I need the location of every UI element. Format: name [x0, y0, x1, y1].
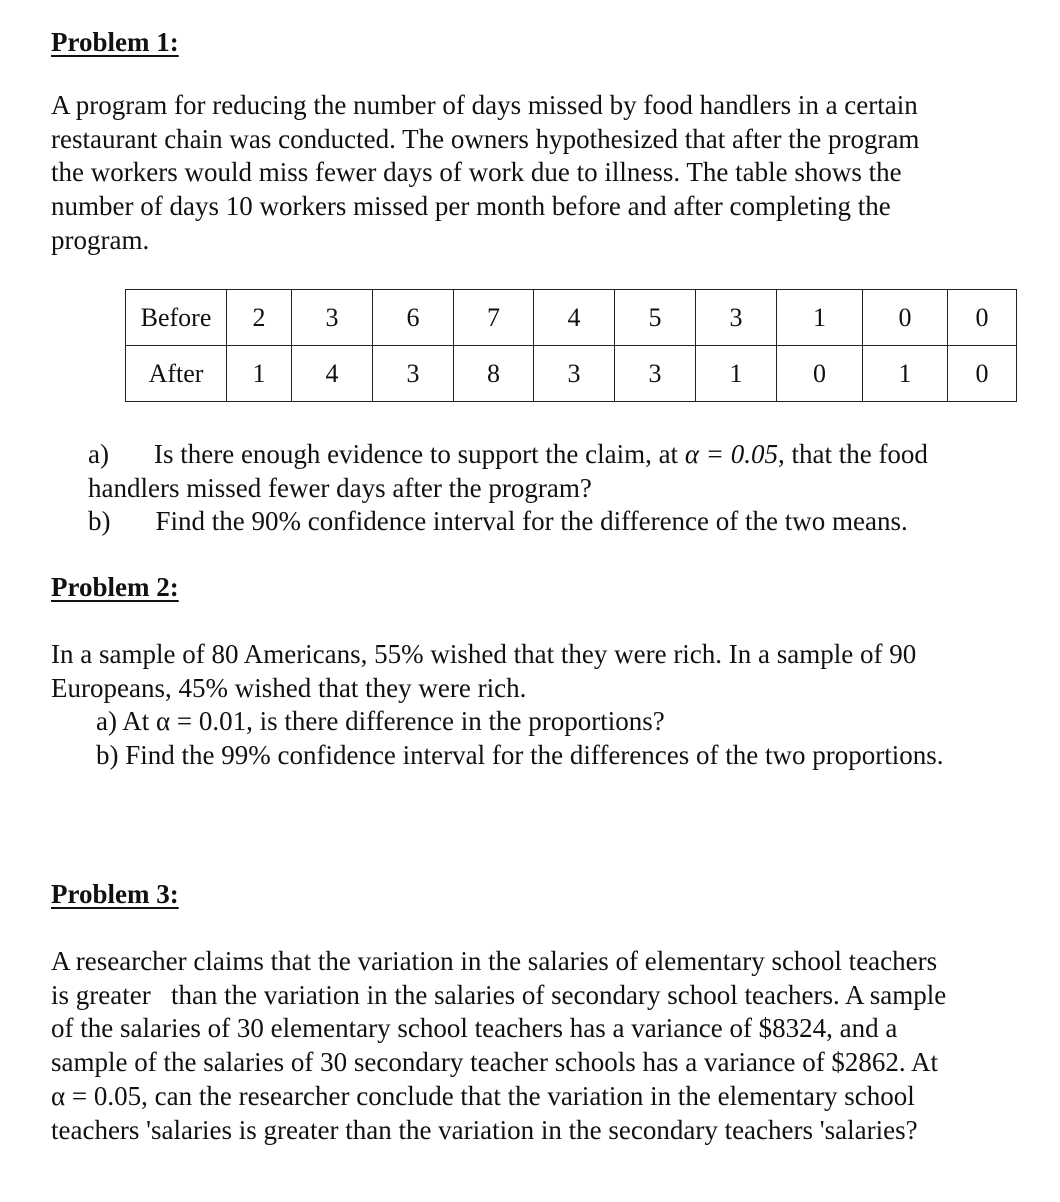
table-cell: 1: [777, 290, 863, 346]
table-cell: 7: [454, 290, 534, 346]
paragraph-line: restaurant chain was conducted. The owners hypothesized that after the program: [51, 123, 920, 154]
problem-2-item-b: b) Find the 99% confidence interval for the differences of the two proportions.: [96, 740, 944, 770]
paragraph-line: the workers would miss fewer days of work due to illness. The table shows the: [51, 157, 902, 188]
problem-2-paragraph: [51, 638, 1011, 705]
problem-2-item-a: a) At α = 0.01, is there difference in the proportions?: [96, 706, 665, 736]
table-cell: 4: [292, 346, 373, 402]
paragraph-line: teachers 'salaries is greater than the variation in the secondary teachers 'salaries?: [51, 1114, 918, 1145]
table-cell: 6: [373, 290, 454, 346]
table-cell: 1: [227, 346, 292, 402]
table-cell: 3: [373, 346, 454, 402]
paragraph-line: number of days 10 workers missed per month before and after completing the: [51, 191, 891, 222]
problem-2-heading: Problem 2:: [51, 572, 179, 602]
table-cell: 1: [863, 346, 948, 402]
part-a-text-end: , that the food: [777, 439, 928, 469]
part-a-question: [88, 438, 928, 472]
part-a-text: Is there enough evidence to support the claim, at: [153, 439, 685, 469]
table-cell: 0: [863, 290, 948, 346]
paragraph-line: Europeans, 45% wished that they were rich.: [51, 672, 527, 703]
table-cell: 3: [292, 290, 373, 346]
paragraph-line: is greater than the variation in the salaries of secondary school teachers. A sample: [51, 979, 947, 1010]
table-cell: 0: [777, 346, 863, 402]
table-cell: 3: [696, 290, 777, 346]
part-a-marker: a): [88, 439, 109, 469]
table-cell: 3: [534, 346, 615, 402]
table-row-before: [126, 290, 1017, 346]
paragraph-line: program.: [51, 224, 150, 255]
days-missed-table: [125, 289, 1017, 402]
paragraph-line: In a sample of 80 Americans, 55% wished that they were rich. In a sample of 90: [51, 639, 917, 669]
table-cell: 0: [948, 290, 1017, 346]
problem-3-heading: Problem 3:: [51, 879, 179, 909]
part-a-continuation: handlers missed fewer days after the program?: [88, 473, 592, 503]
table-cell: 3: [615, 346, 696, 402]
paragraph-line: of the salaries of 30 elementary school teachers has a variance of $8324, and a: [51, 1013, 898, 1044]
alpha-expression: α = 0.05: [684, 439, 778, 469]
paragraph-line: α = 0.05, can the researcher conclude that the variation in the elementary school: [51, 1080, 915, 1111]
part-b-marker: b): [88, 506, 111, 536]
problem-3-paragraph: [51, 945, 1011, 1147]
row-label: After: [126, 346, 227, 402]
part-b-question: [88, 505, 908, 539]
paragraph-line: A researcher claims that the variation in the salaries of elementary school teachers: [51, 946, 938, 976]
table-cell: 1: [696, 346, 777, 402]
table-cell: 4: [534, 290, 615, 346]
paragraph-line: A program for reducing the number of days missed by food handlers in a certain: [51, 90, 918, 120]
table-cell: 2: [227, 290, 292, 346]
table-cell: 5: [615, 290, 696, 346]
part-b-text: Find the 90% confidence interval for the difference of the two means.: [155, 506, 908, 536]
table-cell: 8: [454, 346, 534, 402]
problem-1-paragraph: [51, 89, 1011, 258]
problem-1-heading: Problem 1:: [51, 27, 179, 57]
table-cell: 0: [948, 346, 1017, 402]
row-label: Before: [126, 290, 227, 346]
paragraph-line: sample of the salaries of 30 secondary teacher schools has a variance of $2862. At: [51, 1047, 938, 1078]
table-row-after: [126, 346, 1017, 402]
